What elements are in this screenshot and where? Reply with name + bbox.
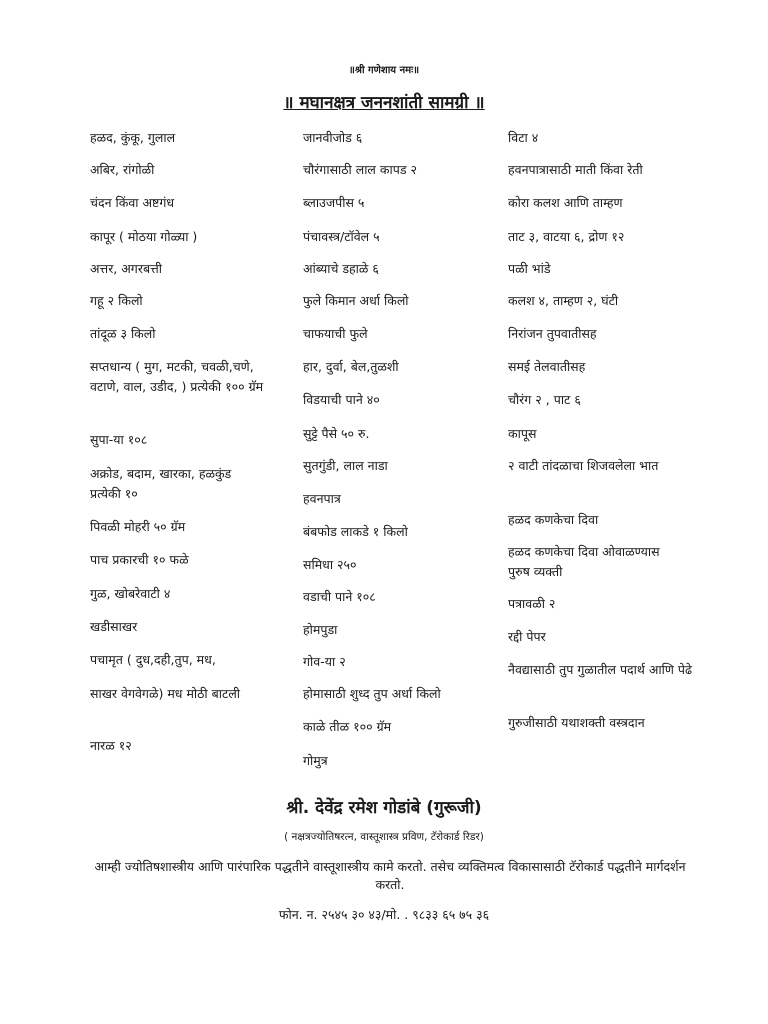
list-item: पळी भांडे: [508, 261, 551, 276]
list-item: गोव-या २: [303, 654, 346, 669]
list-item: गुळ, खोबरेवाटी ४: [90, 586, 171, 601]
list-item: गहू २ किलो: [90, 293, 143, 308]
list-item: हवनपात्रासाठी माती किंवा रेती: [508, 162, 643, 177]
list-item: होमासाठी शुध्द तुप अर्धा किलो: [303, 686, 441, 701]
list-item: पिवळी मोहरी ५० ग्रॅम: [90, 519, 186, 534]
list-item: पत्रावळी २: [508, 596, 556, 611]
guruji-credentials: ( नक्षत्रज्योतिषरत्न, वास्तूशास्त्र प्रविण, टॅरोकार्ड रिडर): [284, 831, 484, 843]
list-item: चंदन किंवा अष्टगंध: [90, 195, 175, 210]
list-item: सप्तधान्य ( मुग, मटकी, चवळी,चणे, वटाणे, वाल, उडीद, ) प्रत्येकी १०० ग्रॅम: [90, 359, 264, 394]
list-item: समई तेलवातीसह: [508, 359, 586, 374]
list-item: आंब्याचे डहाळे ६: [303, 261, 379, 276]
list-item: चौरंगासाठी लाल कापड २: [303, 162, 417, 177]
guruji-name: श्री. देवेंद्र रमेश गोडांबे (गुरूजी): [286, 798, 482, 818]
list-item: अबिर, रांगोळी: [90, 162, 155, 177]
list-item: हार, दुर्वा, बेल,तुळशी: [303, 359, 399, 374]
list-item: जानवीजोड ६: [303, 130, 363, 145]
list-item: होमपुडा: [303, 622, 338, 637]
list-item: पाच प्रकारची १० फळे: [90, 552, 189, 567]
list-item: सुपा-या १०८: [90, 432, 148, 447]
services-description: आम्ही ज्योतिषशास्त्रीय आणि पारंपारिक पद्धतीने वास्तूशास्त्रीय कामे करतो. तसेच व्यक्तिमत्व विकासासाठी टॅरोकार्ड पद्धतीने मार्गदर्शन करतो.: [94, 859, 686, 892]
list-item: काळे तीळ १०० ग्रॅम: [303, 719, 392, 734]
list-item: विडयाची पाने ४०: [303, 392, 380, 407]
list-item: तांदूळ ३ किलो: [90, 326, 156, 341]
list-item: विटा ४: [508, 130, 539, 145]
list-item: ताट ३, वाटया ६, द्रोण १२: [508, 229, 625, 244]
list-item: फुले किमान अर्धा किलो: [303, 293, 409, 308]
list-item: २ वाटी तांदळाचा शिजवलेला भात: [508, 458, 659, 473]
list-item: गुरुजीसाठी यथाशक्ती वस्त्रदान: [508, 715, 645, 730]
list-item: ब्लाउजपीस ५: [303, 195, 365, 210]
page-title: ॥ मघानक्षत्र जननशांती सामग्री ॥: [283, 93, 485, 113]
list-item: गोमुत्र: [303, 753, 328, 768]
list-item: समिधा २५०: [303, 557, 357, 572]
list-item: वडाची पाने १०८: [303, 589, 376, 604]
list-item: कलश ४, ताम्हण २, घंटी: [508, 293, 619, 308]
list-item: चाफयाची फुले: [303, 326, 368, 341]
list-item: कापूस: [508, 426, 537, 441]
list-item: रद्दी पेपर: [508, 629, 546, 644]
list-item: खडीसाखर: [90, 619, 138, 634]
list-item: नारळ १२: [90, 738, 132, 753]
list-item: पचामृत ( दुध,दही,तुप, मध,: [90, 652, 216, 667]
list-item: चौरंग २ , पाट ६: [508, 392, 581, 407]
list-item: बंबफोड लाकडे १ किलो: [303, 524, 408, 539]
list-item: पंचावस्त्र/टॉवेल ५: [303, 229, 380, 244]
list-item: कोरा कलश आणि ताम्हण: [508, 195, 623, 210]
invocation-line: ॥श्री गणेशाय नमः॥: [348, 65, 420, 76]
list-item: कापूर ( मोठया गोळ्या ): [90, 229, 198, 244]
list-item: सुतगुंडी, लाल नाडा: [303, 458, 388, 473]
list-item: अत्तर, अगरबत्ती: [90, 261, 162, 276]
list-item: अक्रोड, बदाम, खारका, हळकुंड प्रत्येकी १०: [90, 466, 232, 501]
list-item: हळद, कुंकू, गुलाल: [90, 130, 176, 145]
list-item: नैवद्यासाठी तुप गुळातील पदार्थ आणि पेढे: [508, 662, 693, 677]
list-item: हवनपात्र: [303, 491, 341, 506]
list-item: साखर वेगवेगळे) मध मोठी बाटली: [90, 686, 241, 701]
list-item: सुट्टे पैसे ५० रु.: [303, 426, 370, 441]
list-item: हळद कणकेचा दिवा ओवाळण्यास पुरुष व्यक्ती: [508, 544, 660, 579]
contact-phone: फोन. न. २५४५ ३० ४३/मो. . ९८३३ ६५ ७५ ३६: [278, 907, 490, 922]
list-item: निरांजन तुपवातीसह: [508, 326, 597, 341]
list-item: हळद कणकेचा दिवा: [508, 512, 599, 527]
